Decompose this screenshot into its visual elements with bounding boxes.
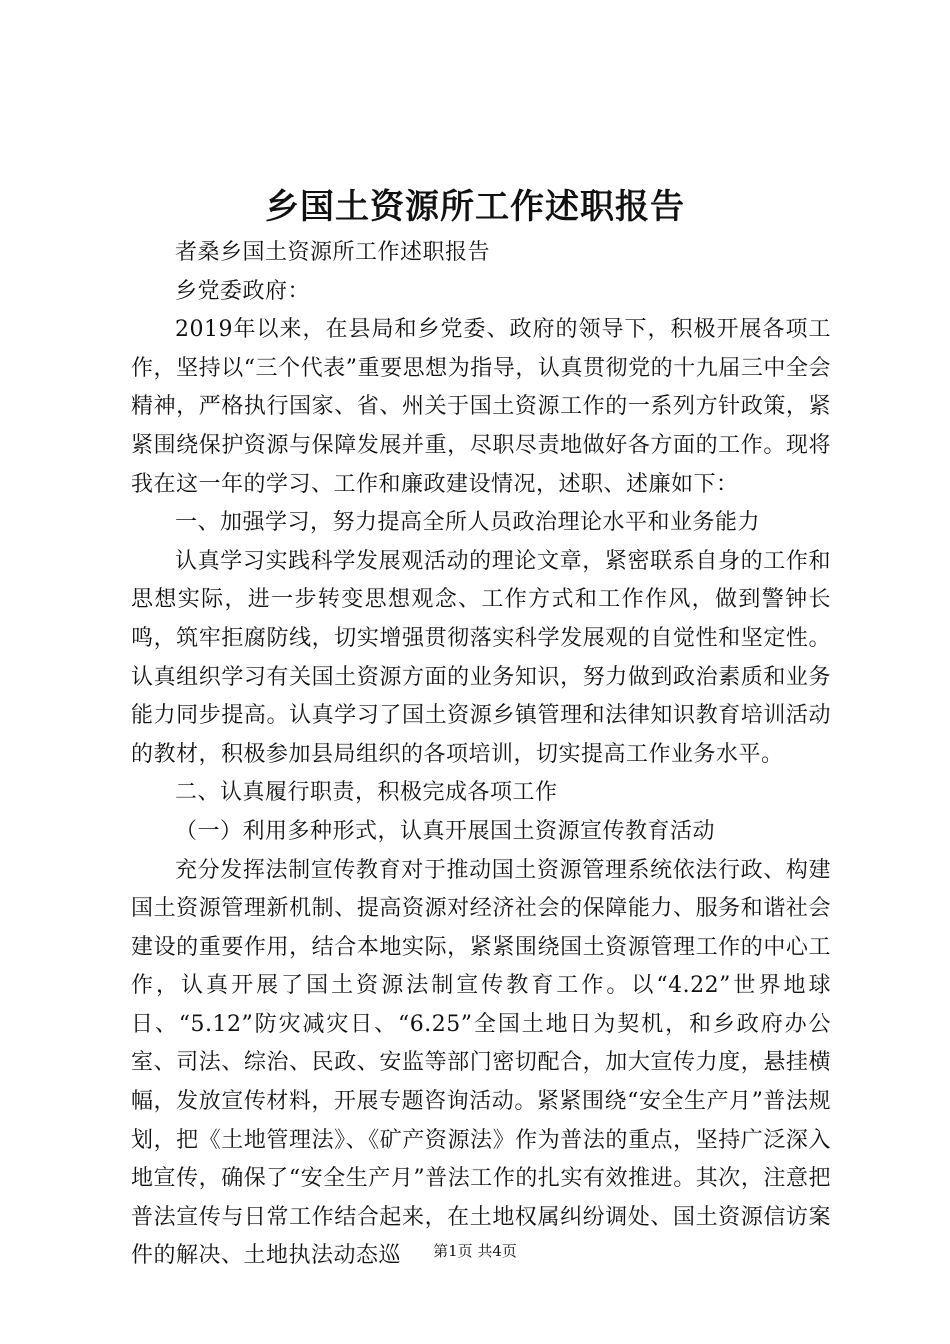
document-body: [131, 234, 831, 1276]
document-title: 乡国土资源所工作述职报告: [265, 187, 685, 227]
subsection-heading-2-1: （一）利用多种形式，认真开展国土资源宣传教育活动: [175, 818, 716, 844]
section-1-paragraph: 认真学习实践科学发展观活动的理论文章，紧密联系自身的工作和思想实际，进一步转变思想观念、工作方式和工作作风，做到警钟长鸣，筑牢拒腐防线，切实增强贯彻落实科学发展观的自觉性和坚定性。认真组织学习有关国土资源方面的业务知识，努力做到政治素质和业务能力同步提高。认真学习了国土资源乡镇管理和法律知识教育培训活动的教材，积极参加县局组织的各项培训，切实提高工作业务水平。: [131, 548, 831, 767]
subsection-2-1-paragraph: 充分发挥法制宣传教育对于推动国土资源管理系统依法行政、构建国土资源管理新机制、提高资源对经济社会的保障能力、服务和谐社会建设的重要作用，结合本地实际，紧紧围绕国土资源管理工作的中心工作，认真开展了国土资源法制宣传教育工作。以“4.22”世界地球日、“5.12”防灾减灾日、“6.25”全国土地日为契机，和乡政府办公室、司法、综治、民政、安监等部门密切配合，加大宣传力度，悬挂横幅，发放宣传材料，开展专题咨询活动。紧紧围绕“安全生产月”普法规划，把《土地管理法》、《矿产资源法》作为普法的重点，坚持广泛深入地宣传，确保了“安全生产月”普法工作的扎实有效推进。其次，注意把普法宣传与日常工作结合起来，在土地权属纠纷调处、国土资源信访案件的解决、土地执法动态巡: [131, 857, 831, 1269]
intro-paragraph: 2019年以来，在县局和乡党委、政府的领导下，积极开展各项工作，坚持以“三个代表”重要思想为指导，认真贯彻党的十九届三中全会精神，严格执行国家、省、州关于国土资源工作的一系列方针政策，紧紧围绕保护资源与保障发展并重，尽职尽责地做好各方面的工作。现将我在这一年的学习、工作和廉政建设情况，述职、述廉如下：: [131, 317, 831, 497]
document-subtitle: 者桑乡国土资源所工作述职报告: [175, 240, 491, 265]
salutation: 乡党委政府：: [175, 278, 311, 304]
section-heading-2: 二、认真履行职责，积极完成各项工作: [175, 780, 558, 806]
page-footer: 第1页 共4页: [433, 1242, 517, 1260]
section-heading-1: 一、加强学习，努力提高全所人员政治理论水平和业务能力: [175, 510, 761, 536]
